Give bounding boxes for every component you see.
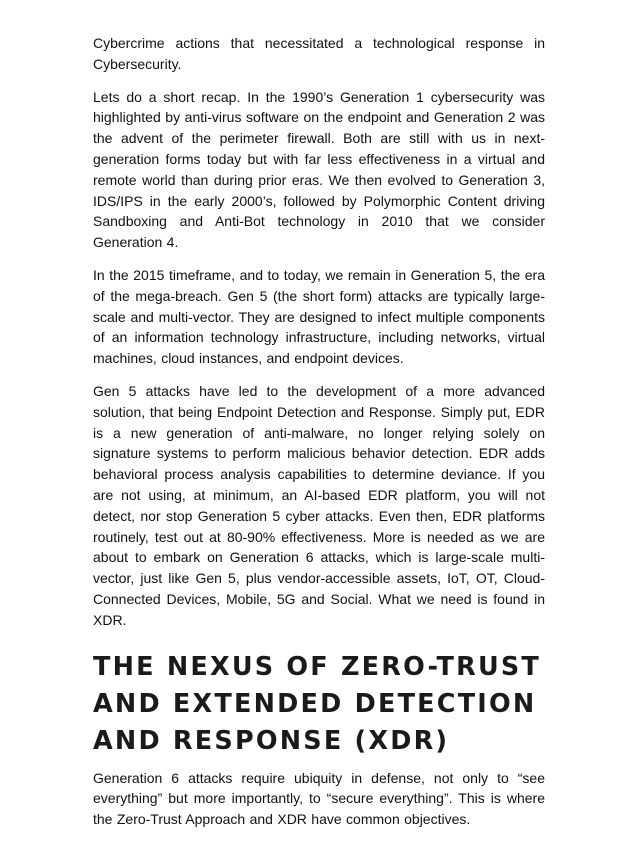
paragraph-intro: Cybercrime actions that necessitated a technological response in Cybersecurity.	[93, 35, 545, 72]
paragraph-edr: Gen 5 attacks have led to the development of a more advanced solution, that being Endpoint Detection and Response. Simply put, EDR is a new generation of anti-malware, no longer relying solely on signature systems to perform malicious behavior detection. EDR adds behavioral process analysis capabilities to determine deviance. If you are not using, at minimum, an AI-based EDR platform, you will not detect, nor stop Generation 5 cyber attacks. Even then, EDR platforms routinely, test out at 80-90% effectiveness. More is needed as we are about to embark on Generation 6 attacks, which is large-scale multi-vector, just like Gen 5, plus vendor-accessible assets, IoT, OT, Cloud-Connected Devices, Mobile, 5G and Social. What we need is found in XDR.	[93, 382, 545, 628]
section-heading-line: AND EXTENDED DETECTION	[93, 688, 537, 719]
paragraph-generation-6: Generation 6 attacks require ubiquity in defense, not only to “see everything” but more importantly, to “secure everything”. This is where the Zero-Trust Approach and XDR have common objectives.	[93, 769, 545, 828]
section-heading	[93, 649, 545, 760]
paragraph-recap: Lets do a short recap. In the 1990’s Generation 1 cybersecurity was highlighted by anti-virus software on the endpoint and Generation 2 was the advent of the perimeter firewall. Both are still with us in next-generation forms today but with far less effectiveness in a virtual and remote world than during prior eras. We then evolved to Generation 3, IDS/IPS in the early 2000’s, followed by Polymorphic Content driving Sandboxing and Anti-Bot technology in 2010 that we consider Generation 4.	[93, 88, 545, 251]
document-page	[93, 33, 545, 842]
section-heading-line: THE NEXUS OF ZERO-TRUST	[93, 651, 542, 682]
section-heading-line: AND RESPONSE (XDR)	[93, 725, 450, 756]
paragraph-generation-5: In the 2015 timeframe, and to today, we remain in Generation 5, the era of the mega-breach. Gen 5 (the short form) attacks are typically large-scale and multi-vector. They are designed to infect multiple components of an information technology infrastructure, including networks, virtual machines, cloud instances, and endpoint devices.	[93, 266, 545, 367]
